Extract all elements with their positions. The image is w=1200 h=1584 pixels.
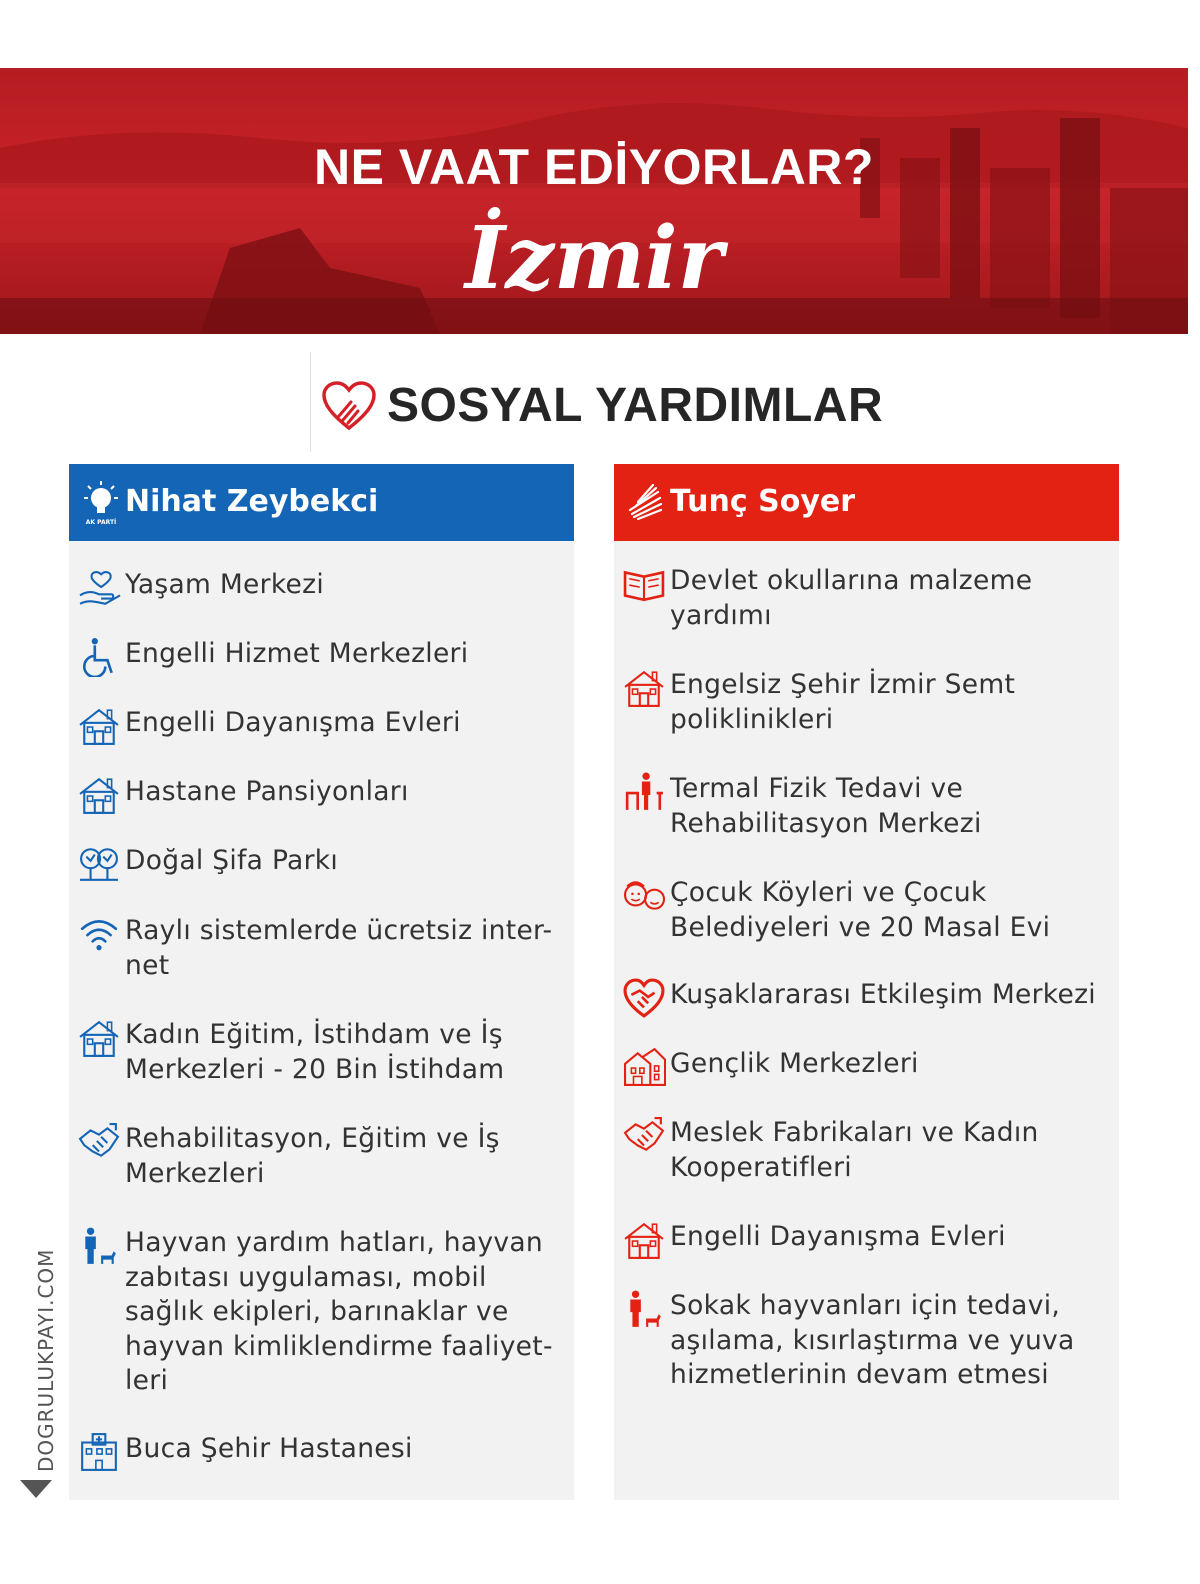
section-title: SOSYAL YARDIMLAR bbox=[387, 379, 884, 432]
wifi-icon bbox=[77, 914, 121, 954]
trees-icon bbox=[77, 844, 121, 884]
list-item-text: Engelli Dayanışma Evleri bbox=[125, 707, 461, 738]
brand-logo-icon bbox=[16, 1476, 56, 1500]
handshake-icon bbox=[622, 1116, 666, 1156]
candidate-column-left bbox=[69, 464, 574, 1500]
book-icon bbox=[622, 564, 666, 604]
list-item-text: Kuşaklararası Etkileşim Merkezi bbox=[670, 979, 1096, 1010]
list-item-text: Gençlik Merkezleri bbox=[670, 1048, 919, 1079]
house-icon bbox=[77, 775, 121, 815]
list-item-text: Rehabilitasyon, Eğitim ve İş Merkezleri bbox=[125, 1123, 500, 1189]
person-dog-icon bbox=[622, 1289, 666, 1329]
candidate-column-right bbox=[614, 464, 1119, 1500]
house-icon bbox=[622, 1220, 666, 1260]
heart-handshake-icon bbox=[622, 978, 666, 1018]
house-icon bbox=[77, 1018, 121, 1058]
rehab-icon bbox=[622, 772, 666, 812]
house-icon bbox=[622, 668, 666, 708]
list-item-text: Doğal Şifa Parkı bbox=[125, 845, 339, 876]
banner-title: NE VAAT EDİYORLAR? bbox=[314, 139, 874, 195]
list-item-text: Kadın Eğitim, İstihdam ve İş Merkezleri - 20 Bin İstihdam bbox=[125, 1019, 505, 1085]
list-item-text: Termal Fizik Tedavi ve Rehabilitasyon Merkezi bbox=[670, 773, 982, 839]
list-item-text: Buca Şehir Hastanesi bbox=[125, 1433, 413, 1464]
handshake-icon bbox=[77, 1122, 121, 1162]
hand-heart-icon bbox=[77, 568, 121, 608]
list-item-text: Yaşam Merkezi bbox=[125, 569, 325, 600]
list-item-text: Raylı sistemlerde ücretsiz inter-net bbox=[125, 915, 553, 981]
house-icon bbox=[77, 706, 121, 746]
brand-text: DOGRULUKPAYI.COM bbox=[34, 1248, 58, 1472]
list-item-text: Engelli Dayanışma Evleri bbox=[670, 1221, 1006, 1252]
list-item-text: Engelli Hizmet Merkezleri bbox=[125, 638, 469, 669]
list-item-text: Engelsiz Şehir İzmir Semt poliklinikleri bbox=[670, 669, 1016, 735]
person-dog-icon bbox=[77, 1226, 121, 1266]
ak-parti-bulb-icon bbox=[83, 480, 119, 528]
heart-hand-icon bbox=[321, 380, 377, 432]
hospital-icon bbox=[77, 1432, 121, 1472]
candidate-name-left: Nihat Zeybekci bbox=[125, 484, 379, 519]
children-icon bbox=[622, 876, 666, 916]
buildings-icon bbox=[622, 1047, 666, 1087]
list-item-text: Meslek Fabrikaları ve Kadın Kooperatifleri bbox=[670, 1117, 1039, 1183]
wheelchair-icon bbox=[77, 637, 121, 677]
list-item-text: Sokak hayvanları için tedavi, aşılama, kısırlaştırma ve yuva hizmetlerinin devam etmesi bbox=[670, 1290, 1075, 1390]
list-item-text: Devlet okullarına malzeme yardımı bbox=[670, 565, 1033, 631]
candidate-header-right bbox=[614, 464, 1119, 541]
list-item-text: Hayvan yardım hatları, hayvan zabıtası uygulaması, mobil sağlık ekipleri, barınaklar ve hayvan kimliklendirme faaliyet-leri bbox=[125, 1227, 553, 1396]
header-banner bbox=[0, 68, 1188, 334]
section-heading bbox=[310, 352, 931, 452]
list-item-text: Hastane Pansiyonları bbox=[125, 776, 409, 807]
ak-parti-logo-text: AK PARTİ bbox=[85, 519, 117, 526]
banner-city-name: İzmir bbox=[464, 208, 724, 309]
candidate-header-left bbox=[69, 464, 574, 541]
chp-arrows-icon bbox=[628, 480, 664, 520]
candidate-name-right: Tunç Soyer bbox=[670, 484, 856, 519]
brand-watermark bbox=[14, 1250, 58, 1500]
list-item-text: Çocuk Köyleri ve Çocuk Belediyeleri ve 20 Masal Evi bbox=[670, 877, 1051, 943]
